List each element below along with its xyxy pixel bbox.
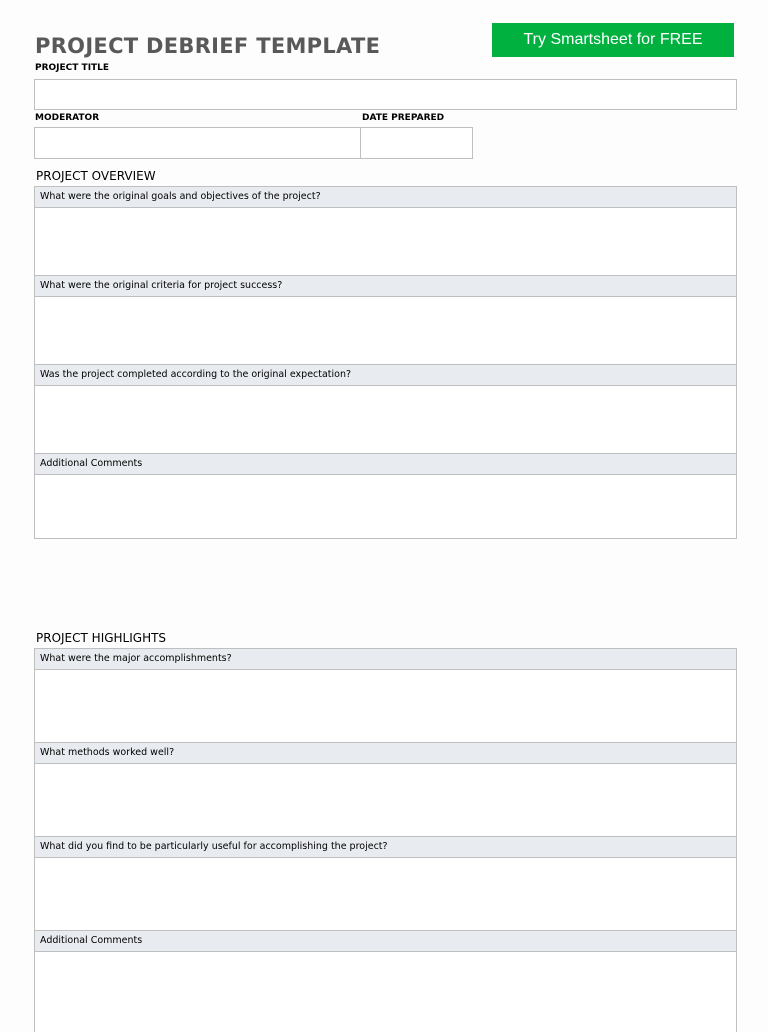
answer-field[interactable] xyxy=(35,952,736,1032)
question-header: What did you find to be particularly useful for accomplishing the project? xyxy=(35,837,736,858)
answer-field[interactable] xyxy=(35,208,736,276)
date-prepared-label: DATE PREPARED xyxy=(362,113,445,123)
answer-field[interactable] xyxy=(35,670,736,743)
section-title-project-overview: PROJECT OVERVIEW xyxy=(36,169,156,183)
try-smartsheet-button[interactable]: Try Smartsheet for FREE xyxy=(492,23,734,57)
question-header: What methods worked well? xyxy=(35,743,736,764)
moderator-field[interactable] xyxy=(34,127,361,159)
answer-field[interactable] xyxy=(35,475,736,539)
project-title-field[interactable] xyxy=(34,79,737,110)
moderator-label: MODERATOR xyxy=(35,113,100,123)
question-header: Additional Comments xyxy=(35,454,736,475)
question-header: What were the original criteria for project success? xyxy=(35,276,736,297)
project-title-label: PROJECT TITLE xyxy=(35,63,110,73)
answer-field[interactable] xyxy=(35,297,736,365)
question-header: What were the major accomplishments? xyxy=(35,649,736,670)
question-header: Was the project completed according to the original expectation? xyxy=(35,365,736,386)
project-overview-table xyxy=(34,186,737,539)
answer-field[interactable] xyxy=(35,386,736,454)
project-highlights-table xyxy=(34,648,737,1032)
section-title-project-highlights: PROJECT HIGHLIGHTS xyxy=(36,631,167,645)
answer-field[interactable] xyxy=(35,764,736,837)
answer-field[interactable] xyxy=(35,858,736,931)
date-prepared-field[interactable] xyxy=(360,127,473,159)
page-title: PROJECT DEBRIEF TEMPLATE xyxy=(35,34,381,58)
question-header: Additional Comments xyxy=(35,931,736,952)
question-header: What were the original goals and objectives of the project? xyxy=(35,187,736,208)
